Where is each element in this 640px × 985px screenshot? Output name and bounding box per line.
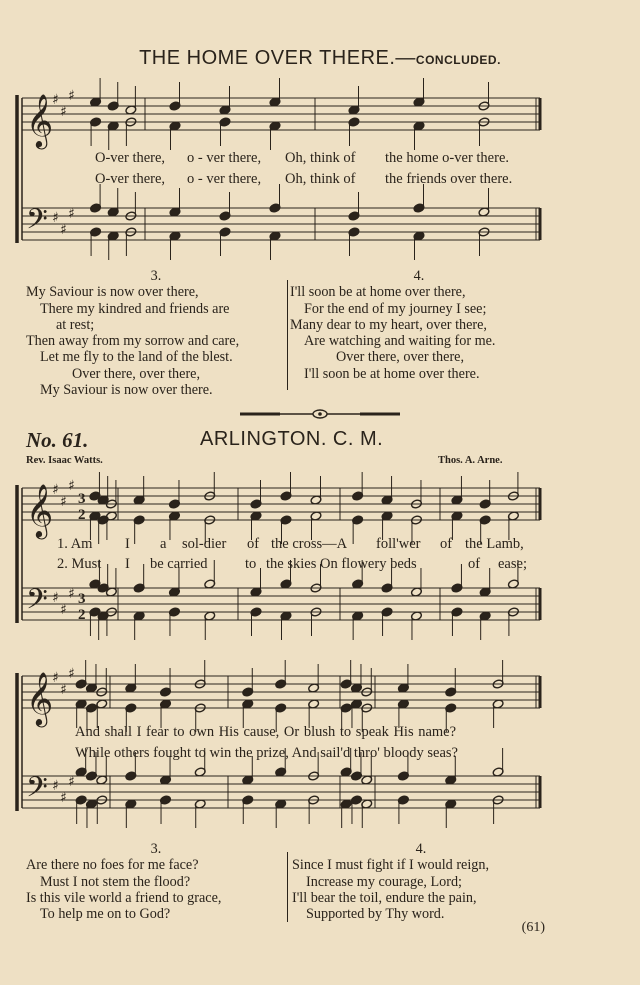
hymn2-lyric-1d: sol-dier (182, 536, 227, 552)
hymn1-lyric-1d: the home o-ver there. (385, 150, 510, 166)
hymn2-lyric-2b: I (125, 556, 130, 572)
sharp-icon: ♯ (52, 590, 59, 606)
treble-clef-icon: 𝄞 (26, 483, 54, 537)
sharp-icon: ♯ (68, 206, 75, 222)
hymn1-verse-3 (26, 268, 286, 398)
verse-line: I'll bear the toil, endure the pain, (292, 889, 477, 906)
hymn1-title: THE HOME OVER THERE.—CONCLUDED. (139, 47, 501, 69)
hymn2-lyric-1g: foll'wer (376, 536, 421, 552)
verse-line: Are there no foes for me face? (26, 857, 199, 874)
verse-number: 3. (150, 841, 162, 857)
sharp-icon: ♯ (52, 92, 59, 108)
hymn2-lyric-4: While others fought to win the prize, And sail'd thro' bloody seas? (75, 745, 458, 761)
verse-line: I'll soon be at home over there, (290, 284, 466, 301)
hymn2-verse-4 (292, 841, 550, 922)
verse-line: Is this vile world a friend to grace, (26, 889, 222, 906)
verse-line: There my kindred and friends are (40, 300, 230, 317)
bass-clef-icon: 𝄢 (26, 203, 48, 243)
hymn1-lyric-2a: O-ver there, (95, 171, 166, 187)
verse-line: Must I not stem the flood? (40, 873, 191, 890)
hymn1-lyric-1c: Oh, think of (285, 150, 356, 166)
hymn2-lyric-2h: ease; (498, 556, 527, 572)
sharp-icon: ♯ (52, 670, 59, 686)
verse-line: My Saviour is now over there. (40, 382, 213, 399)
hymn1-title-suffix: CONCLUDED. (415, 53, 501, 67)
sharp-icon: ♯ (52, 210, 59, 226)
hymn2-lyric-2d: to (245, 556, 257, 572)
sharp-icon: ♯ (60, 682, 67, 698)
bass-clef-icon: 𝄢 (26, 771, 48, 811)
hymn1-lyric-1b: o - ver there, (187, 150, 262, 166)
hymn2-lyric-2f: On flowery beds (320, 556, 417, 572)
sharp-icon: ♯ (68, 586, 75, 602)
hymn2-lyric-3: And shall I fear to own His cause, Or blush to speak His name? (75, 724, 457, 740)
hymn2-composer: Thos. A. Arne. (438, 455, 503, 466)
hymn1-verse-4 (290, 268, 548, 382)
time-signature-bottom: 2 (78, 607, 86, 623)
verse-line: Since I must fight if I would reign, (292, 857, 490, 874)
hymn2-verse-3 (26, 841, 286, 922)
hymn2-lyric-2c: be carried (150, 556, 208, 572)
sharp-icon: ♯ (68, 774, 75, 790)
hymn1-lyric-2c: Oh, think of (285, 171, 356, 187)
verse-number: 3. (150, 268, 162, 284)
time-signature-top: 3 (78, 491, 86, 507)
verse-line: My Saviour is now over there, (26, 284, 199, 301)
sharp-icon: ♯ (52, 778, 59, 794)
verse-number: 4. (415, 841, 427, 857)
hymn2-title: ARLINGTON. C. M. (200, 428, 384, 450)
hymn2-lyric-1f: the cross—A (271, 536, 348, 552)
bass-clef-icon: 𝄢 (26, 583, 48, 623)
treble-clef-icon: 𝄞 (26, 93, 54, 147)
verse-line: I'll soon be at home over there. (304, 365, 480, 382)
hymn2-lyric-1i: the Lamb, (465, 536, 524, 552)
verse-line: Over there, over there, (336, 349, 465, 366)
verse-number: 4. (413, 268, 425, 284)
sharp-icon: ♯ (68, 478, 75, 494)
verse-line: Are watching and waiting for me. (304, 333, 496, 350)
verse-line: Increase my courage, Lord; (306, 873, 462, 890)
hymn2-number: No. 61. (26, 428, 89, 452)
hymn2-lyric-1e: of (247, 536, 260, 552)
hymn1-lyric-2b: o - ver there, (187, 171, 262, 187)
page-number: (61) (521, 920, 545, 935)
sharp-icon: ♯ (60, 602, 67, 618)
verse-line: For the end of my journey I see; (304, 300, 487, 317)
time-signature-top: 3 (78, 591, 86, 607)
hymn2-lyric-1a: 1. Am (57, 536, 93, 552)
sharp-icon: ♯ (60, 104, 67, 120)
hymn2-lyric-1b: I (125, 536, 130, 552)
verse-line: at rest; (56, 316, 95, 333)
sharp-icon: ♯ (68, 88, 75, 104)
hymn2-lyric-2g: of (468, 556, 481, 572)
verse-divider (287, 280, 288, 390)
sharp-icon: ♯ (52, 482, 59, 498)
verse-line: Over there, over there, (72, 365, 201, 382)
treble-clef-icon: 𝄞 (26, 671, 54, 725)
verse-line: Then away from my sorrow and care, (26, 333, 240, 350)
hymn1-lyric-1a: O-ver there, (95, 150, 166, 166)
hymn1-lyric-2d: the friends over there. (385, 171, 513, 187)
ornamental-divider (240, 408, 400, 420)
hymn2-lyric-1c: a (160, 536, 167, 552)
verse-line: Let me fly to the land of the blest. (40, 349, 233, 366)
sharp-icon: ♯ (60, 222, 67, 238)
verse-divider (287, 852, 288, 922)
hymn2-lyric-2a: 2. Must (57, 556, 102, 572)
verse-line: Many dear to my heart, over there, (290, 316, 487, 333)
hymn2-author: Rev. Isaac Watts. (26, 455, 103, 466)
time-signature-bottom: 2 (78, 507, 86, 523)
sharp-icon: ♯ (60, 494, 67, 510)
sharp-icon: ♯ (68, 666, 75, 682)
hymn2-lyric-2e: the skies (266, 556, 317, 572)
sharp-icon: ♯ (60, 790, 67, 806)
verse-line: To help me on to God? (40, 906, 171, 923)
hymn2-lyric-1h: of (440, 536, 453, 552)
verse-line: Supported by Thy word. (306, 906, 445, 923)
